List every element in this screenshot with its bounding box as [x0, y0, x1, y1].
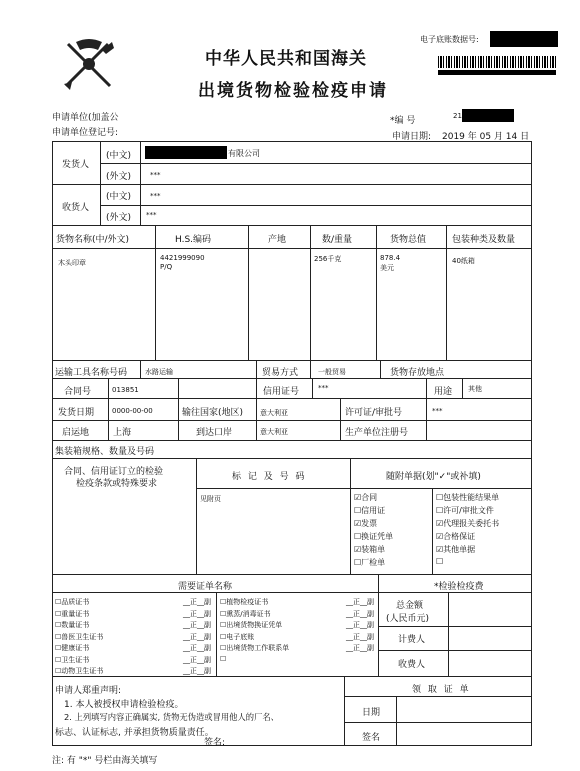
redacted-number: [462, 109, 514, 122]
goods-header-name: 货物名称(中/外文): [56, 235, 130, 245]
certificate-item: [220, 597, 378, 609]
declaration-line2: 2. 上列填写内容正确属实, 货物无伪造或冒用他人的厂名、: [64, 712, 279, 722]
attached-docs-right: [436, 492, 532, 570]
certificate-label: 数量证书: [61, 621, 90, 629]
attached-doc-item: [436, 505, 532, 518]
copy-count: __正__副: [346, 644, 374, 652]
cert-list-left: [55, 597, 215, 678]
certificate-label: 出境货物工作联系单: [226, 644, 290, 652]
total-label-1: 总金额: [396, 601, 424, 611]
terms-label-2: 检疫条款或特殊要求: [76, 479, 158, 489]
certificate-label: 健康证书: [61, 644, 90, 652]
certificate-item: [55, 666, 215, 678]
receipt-sign-label: 签名: [362, 733, 381, 743]
goods-quantity: 256千克: [314, 255, 342, 263]
attached-doc-item: [436, 518, 532, 531]
checkbox-icon[interactable]: ☐: [55, 644, 62, 652]
receipt-date-label: 日期: [362, 708, 381, 718]
dest-country-label: 输往国家(地区): [182, 408, 244, 418]
contract-value: 013851: [112, 386, 139, 394]
attached-doc-label: 代理报关委托书: [443, 519, 500, 528]
shipper-cn-suffix: 有限公司: [228, 149, 260, 158]
checkbox-icon[interactable]: ☐: [436, 506, 444, 515]
checked-box-icon[interactable]: ☑: [354, 493, 362, 502]
attached-doc-item: [354, 544, 432, 557]
shipper-en-value: ***: [150, 171, 161, 179]
copy-count: __正__副: [183, 609, 211, 618]
e-seal-label: 电子底账数据号:: [420, 35, 479, 44]
checkbox-icon[interactable]: ☐: [436, 493, 444, 502]
ship-date-label: 发货日期: [58, 408, 95, 418]
certificate-label: 熏蒸/消毒证书: [226, 609, 271, 618]
copy-count: __正__副: [183, 598, 211, 606]
declaration-line3: 标志、认证标志, 并承担货物质量责任。: [55, 728, 214, 738]
goods-header-packing: 包装种类及数量: [452, 235, 516, 245]
certificate-item: [55, 609, 215, 621]
lc-label: 信用证号: [263, 387, 300, 397]
cert-list-middle: [220, 597, 378, 666]
container-label: 集装箱规格、数量及号码: [55, 447, 155, 457]
certificate-label: 品质证书: [61, 598, 90, 606]
shipper-en-label: (外文): [106, 172, 132, 182]
checkbox-icon[interactable]: ☐: [220, 609, 227, 618]
date-value: 2019 年 05 月 14 日: [442, 132, 530, 142]
attached-doc-label: 包装性能结果单: [443, 493, 500, 502]
certificate-item: [55, 643, 215, 655]
storage-label: 货物存放地点: [390, 368, 445, 378]
form-title-line2: 出境货物检验检疫申请: [198, 81, 388, 101]
applicant-unit-label: 申请单位(加盖公: [52, 113, 119, 123]
checked-box-icon[interactable]: ☑: [354, 519, 362, 528]
declaration-title: 申请人郑重声明:: [55, 686, 122, 696]
certificate-label: 动物卫生证书: [61, 667, 104, 675]
copy-count: __正__副: [346, 621, 374, 629]
goods-packing: 40纸箱: [452, 257, 475, 265]
ship-date-value: 0000-00-00: [112, 407, 153, 415]
date-label: 申请日期:: [392, 132, 432, 142]
redacted-shipper-name: [145, 146, 227, 159]
attached-doc-item: [436, 544, 532, 557]
goods-currency: 美元: [380, 264, 394, 272]
certificate-item: [55, 655, 215, 667]
checked-box-icon[interactable]: ☑: [436, 519, 444, 528]
attached-doc-item: [354, 492, 432, 505]
signature-line: [232, 745, 332, 746]
attached-doc-item: [436, 557, 532, 570]
attached-doc-label: 合同: [361, 493, 378, 502]
certificate-item: [220, 632, 378, 644]
consignee-cn-value: ***: [150, 192, 161, 200]
copy-count: __正__副: [346, 632, 374, 641]
checkbox-icon[interactable]: ☐: [55, 655, 62, 664]
customs-emblem: [58, 36, 120, 92]
declaration-line1: 1. 本人被授权申请检验检疫。: [64, 700, 184, 710]
attached-doc-item: [436, 531, 532, 544]
goods-header-origin: 产地: [268, 235, 287, 245]
checkbox-icon[interactable]: ☐: [55, 632, 62, 641]
number-prefix: 21: [453, 112, 462, 120]
barcode: [438, 56, 556, 68]
attached-doc-label: 装箱单: [361, 545, 386, 554]
checkbox-icon[interactable]: ☐: [220, 621, 227, 629]
arrival-port-label: 到达口岸: [196, 428, 233, 438]
declaration-sign-label: 签名:: [204, 738, 226, 748]
checkbox-icon[interactable]: ☐: [354, 558, 362, 567]
certificate-label: 兽医卫生证书: [61, 632, 104, 641]
lc-value: ***: [318, 384, 329, 392]
attached-doc-label: 合格保证: [443, 532, 476, 541]
attached-docs-left: [354, 492, 432, 570]
goods-value: 878.4: [380, 254, 401, 262]
receipt-title: 领 取 证 单: [412, 685, 471, 695]
certificate-item: [55, 620, 215, 632]
goods-header-hs: H.S.编码: [175, 235, 212, 245]
checked-box-icon[interactable]: ☑: [436, 545, 444, 554]
terms-label-1: 合同、信用证订立的检验: [64, 467, 164, 477]
calculator-label: 计费人: [398, 635, 426, 645]
checkbox-icon[interactable]: ☐: [55, 609, 62, 618]
checkbox-icon[interactable]: ☐: [220, 644, 227, 652]
copy-count: __正__副: [183, 667, 211, 675]
attached-doc-item: [436, 492, 532, 505]
checkbox-icon[interactable]: ☐: [220, 598, 227, 606]
attached-doc-item: [354, 557, 432, 570]
goods-hs-code: 4421999090: [160, 254, 205, 262]
checkbox-icon[interactable]: ☐: [55, 667, 62, 675]
permit-value: ***: [432, 407, 443, 415]
number-label: *编 号: [390, 116, 416, 126]
redacted-e-seal-number: [490, 31, 558, 47]
shipper-label: 发货人: [62, 160, 90, 170]
attached-doc-label: 其他单据: [443, 545, 476, 554]
consignee-en-value: ***: [146, 211, 157, 219]
dest-country-value: 意大利亚: [260, 409, 288, 417]
certificate-label: 重量证书: [61, 609, 90, 618]
copy-count: __正__副: [183, 644, 211, 652]
attached-doc-label: 许可/审批文件: [443, 506, 494, 515]
usage-value: 其他: [468, 385, 482, 393]
certificate-item: [220, 643, 378, 655]
origin-port-label: 启运地: [62, 428, 90, 438]
attached-doc-item: [354, 518, 432, 531]
goods-header-value: 货物总值: [390, 235, 427, 245]
checkbox-icon[interactable]: ☐: [55, 621, 62, 629]
consignee-label: 收货人: [62, 203, 90, 213]
certificate-item: [220, 609, 378, 621]
customs-emblem-icon: [58, 36, 120, 92]
attached-doc-label: 信用证: [361, 506, 386, 515]
certificate-item: [220, 655, 378, 667]
shipper-cn-label: (中文): [106, 151, 132, 161]
contract-label: 合同号: [64, 387, 92, 397]
redacted-barcode-number: [438, 70, 556, 75]
attached-doc-label: 换证凭单: [361, 532, 394, 541]
copy-count: __正__副: [346, 598, 374, 606]
form-title-line1: 中华人民共和国海关: [205, 49, 367, 69]
checkbox-icon[interactable]: ☐: [436, 557, 444, 566]
applicant-reg-label: 申请单位登记号:: [52, 128, 119, 138]
footer-note: 注: 有 "*" 号栏由海关填写: [52, 756, 158, 766]
trade-label: 贸易方式: [262, 368, 299, 378]
collector-label: 收费人: [398, 660, 426, 670]
marks-label: 标 记 及 号 码: [232, 472, 307, 482]
cert-header: 需要证单名称: [178, 582, 233, 592]
total-label-2: (人民币元): [386, 614, 430, 624]
checkbox-icon[interactable]: ☐: [220, 632, 227, 641]
certificate-label: 植物检疫证书: [226, 598, 269, 606]
goods-hs-sub: P/Q: [160, 263, 173, 271]
permit-label: 许可证/审批号: [345, 408, 403, 418]
copy-count: __正__副: [346, 609, 374, 618]
copy-count: __正__副: [183, 632, 211, 641]
consignee-cn-label: (中文): [106, 192, 132, 202]
attached-doc-item: [354, 505, 432, 518]
consignee-en-label: (外文): [106, 213, 132, 223]
certificate-label: 卫生证书: [61, 655, 90, 664]
copy-count: __正__副: [183, 621, 211, 629]
attached-doc-label: 厂检单: [361, 558, 386, 567]
checkbox-icon[interactable]: ☐: [354, 506, 362, 515]
origin-port-value: 上海: [113, 428, 132, 438]
copy-count: __正__副: [183, 655, 211, 664]
marks-value: 见附页: [200, 495, 221, 503]
checkbox-icon[interactable]: ☐: [354, 532, 362, 541]
fee-header: *检验检疫费: [434, 582, 484, 592]
producer-reg-label: 生产单位注册号: [345, 428, 409, 438]
checked-box-icon[interactable]: ☑: [354, 545, 362, 554]
trade-value: 一般贸易: [318, 368, 346, 376]
certificate-item: [220, 620, 378, 632]
checkbox-icon[interactable]: ☐: [55, 598, 62, 606]
certificate-label: 出境货物换证凭单: [226, 621, 283, 629]
certificate-label: 电子底账: [226, 632, 255, 641]
arrival-port-value: 意大利亚: [260, 428, 288, 436]
attached-doc-label: 发票: [361, 519, 378, 528]
docs-label: 随附单据(划"✓"或补填): [386, 472, 481, 482]
certificate-item: [55, 632, 215, 644]
certificate-item: [55, 597, 215, 609]
checkbox-icon[interactable]: ☐: [220, 654, 227, 663]
attached-doc-item: [354, 531, 432, 544]
vehicle-value: 水路运输: [145, 368, 173, 376]
goods-name: 木头印章: [58, 259, 86, 267]
vehicle-label: 运输工具名称号码: [55, 368, 128, 378]
checked-box-icon[interactable]: ☑: [436, 532, 444, 541]
usage-label: 用途: [434, 387, 453, 397]
goods-header-quantity: 数/重量: [322, 235, 353, 245]
